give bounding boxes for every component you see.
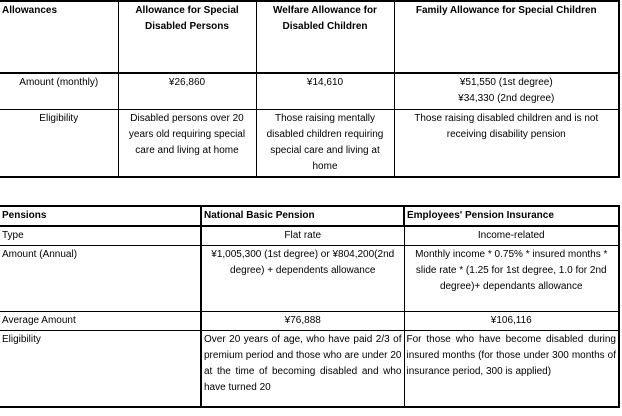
eligibility-welfare-children: Those raising mentally disabled children requiring special care and living at home: [256, 109, 394, 177]
pension-eligibility-national: Over 20 years of age, who have paid 2/3 of premium period and those who are under 20 at the time of becoming disabled and who have turned 20: [201, 331, 404, 407]
amount-annual-employees: Monthly income * 0.75% * insured months * slide rate * (1.25 for 1st degree, 1.0 for 2nd degree)+ dependants allowance: [404, 246, 619, 312]
average-amount-national: ¥76,888: [201, 312, 404, 331]
type-national: Flat rate: [201, 226, 404, 246]
amount-welfare-children: ¥14,610: [256, 73, 394, 109]
col-welfare-children: Welfare Allowance for Disabled Children: [256, 1, 394, 73]
amount-label: Amount (monthly): [0, 73, 118, 109]
pensions-title: Pensions: [0, 206, 201, 226]
pension-eligibility-employees: For those who have become disabled during insured months (for those under 300 months of insurance period, 300 is applied): [404, 331, 619, 407]
eligibility-label: Eligibility: [0, 109, 118, 177]
amount-annual-national: ¥1,005,300 (1st degree) or ¥804,200(2nd degree) + dependents allowance: [201, 246, 404, 312]
type-employees: Income-related: [404, 226, 619, 246]
allowances-table: [0, 0, 620, 178]
type-label: Type: [0, 226, 201, 246]
allowances-title: Allowances: [0, 1, 118, 73]
amount-special-disabled: ¥26,860: [118, 73, 256, 109]
pension-eligibility-label: Eligibility: [0, 331, 201, 407]
col-employees-pension: Employees' Pension Insurance: [404, 206, 619, 226]
col-special-disabled: Allowance for Special Disabled Persons: [118, 1, 256, 73]
pensions-table: [0, 205, 620, 408]
eligibility-family-allowance: Those raising disabled children and is not receiving disability pension: [394, 109, 619, 177]
amount-family-allowance: [394, 73, 619, 109]
col-family-allowance: Family Allowance for Special Children: [394, 1, 619, 73]
amount-annual-label: Amount (Annual): [0, 246, 201, 312]
eligibility-special-disabled: Disabled persons over 20 years old requiring special care and living at home: [118, 109, 256, 177]
average-amount-label: Average Amount: [0, 312, 201, 331]
col-national-basic: National Basic Pension: [201, 206, 404, 226]
amount-2nd-degree: ¥34,330 (2nd degree): [458, 93, 555, 104]
average-amount-employees: ¥106,116: [404, 312, 619, 331]
amount-1st-degree: ¥51,550 (1st degree): [459, 77, 553, 88]
